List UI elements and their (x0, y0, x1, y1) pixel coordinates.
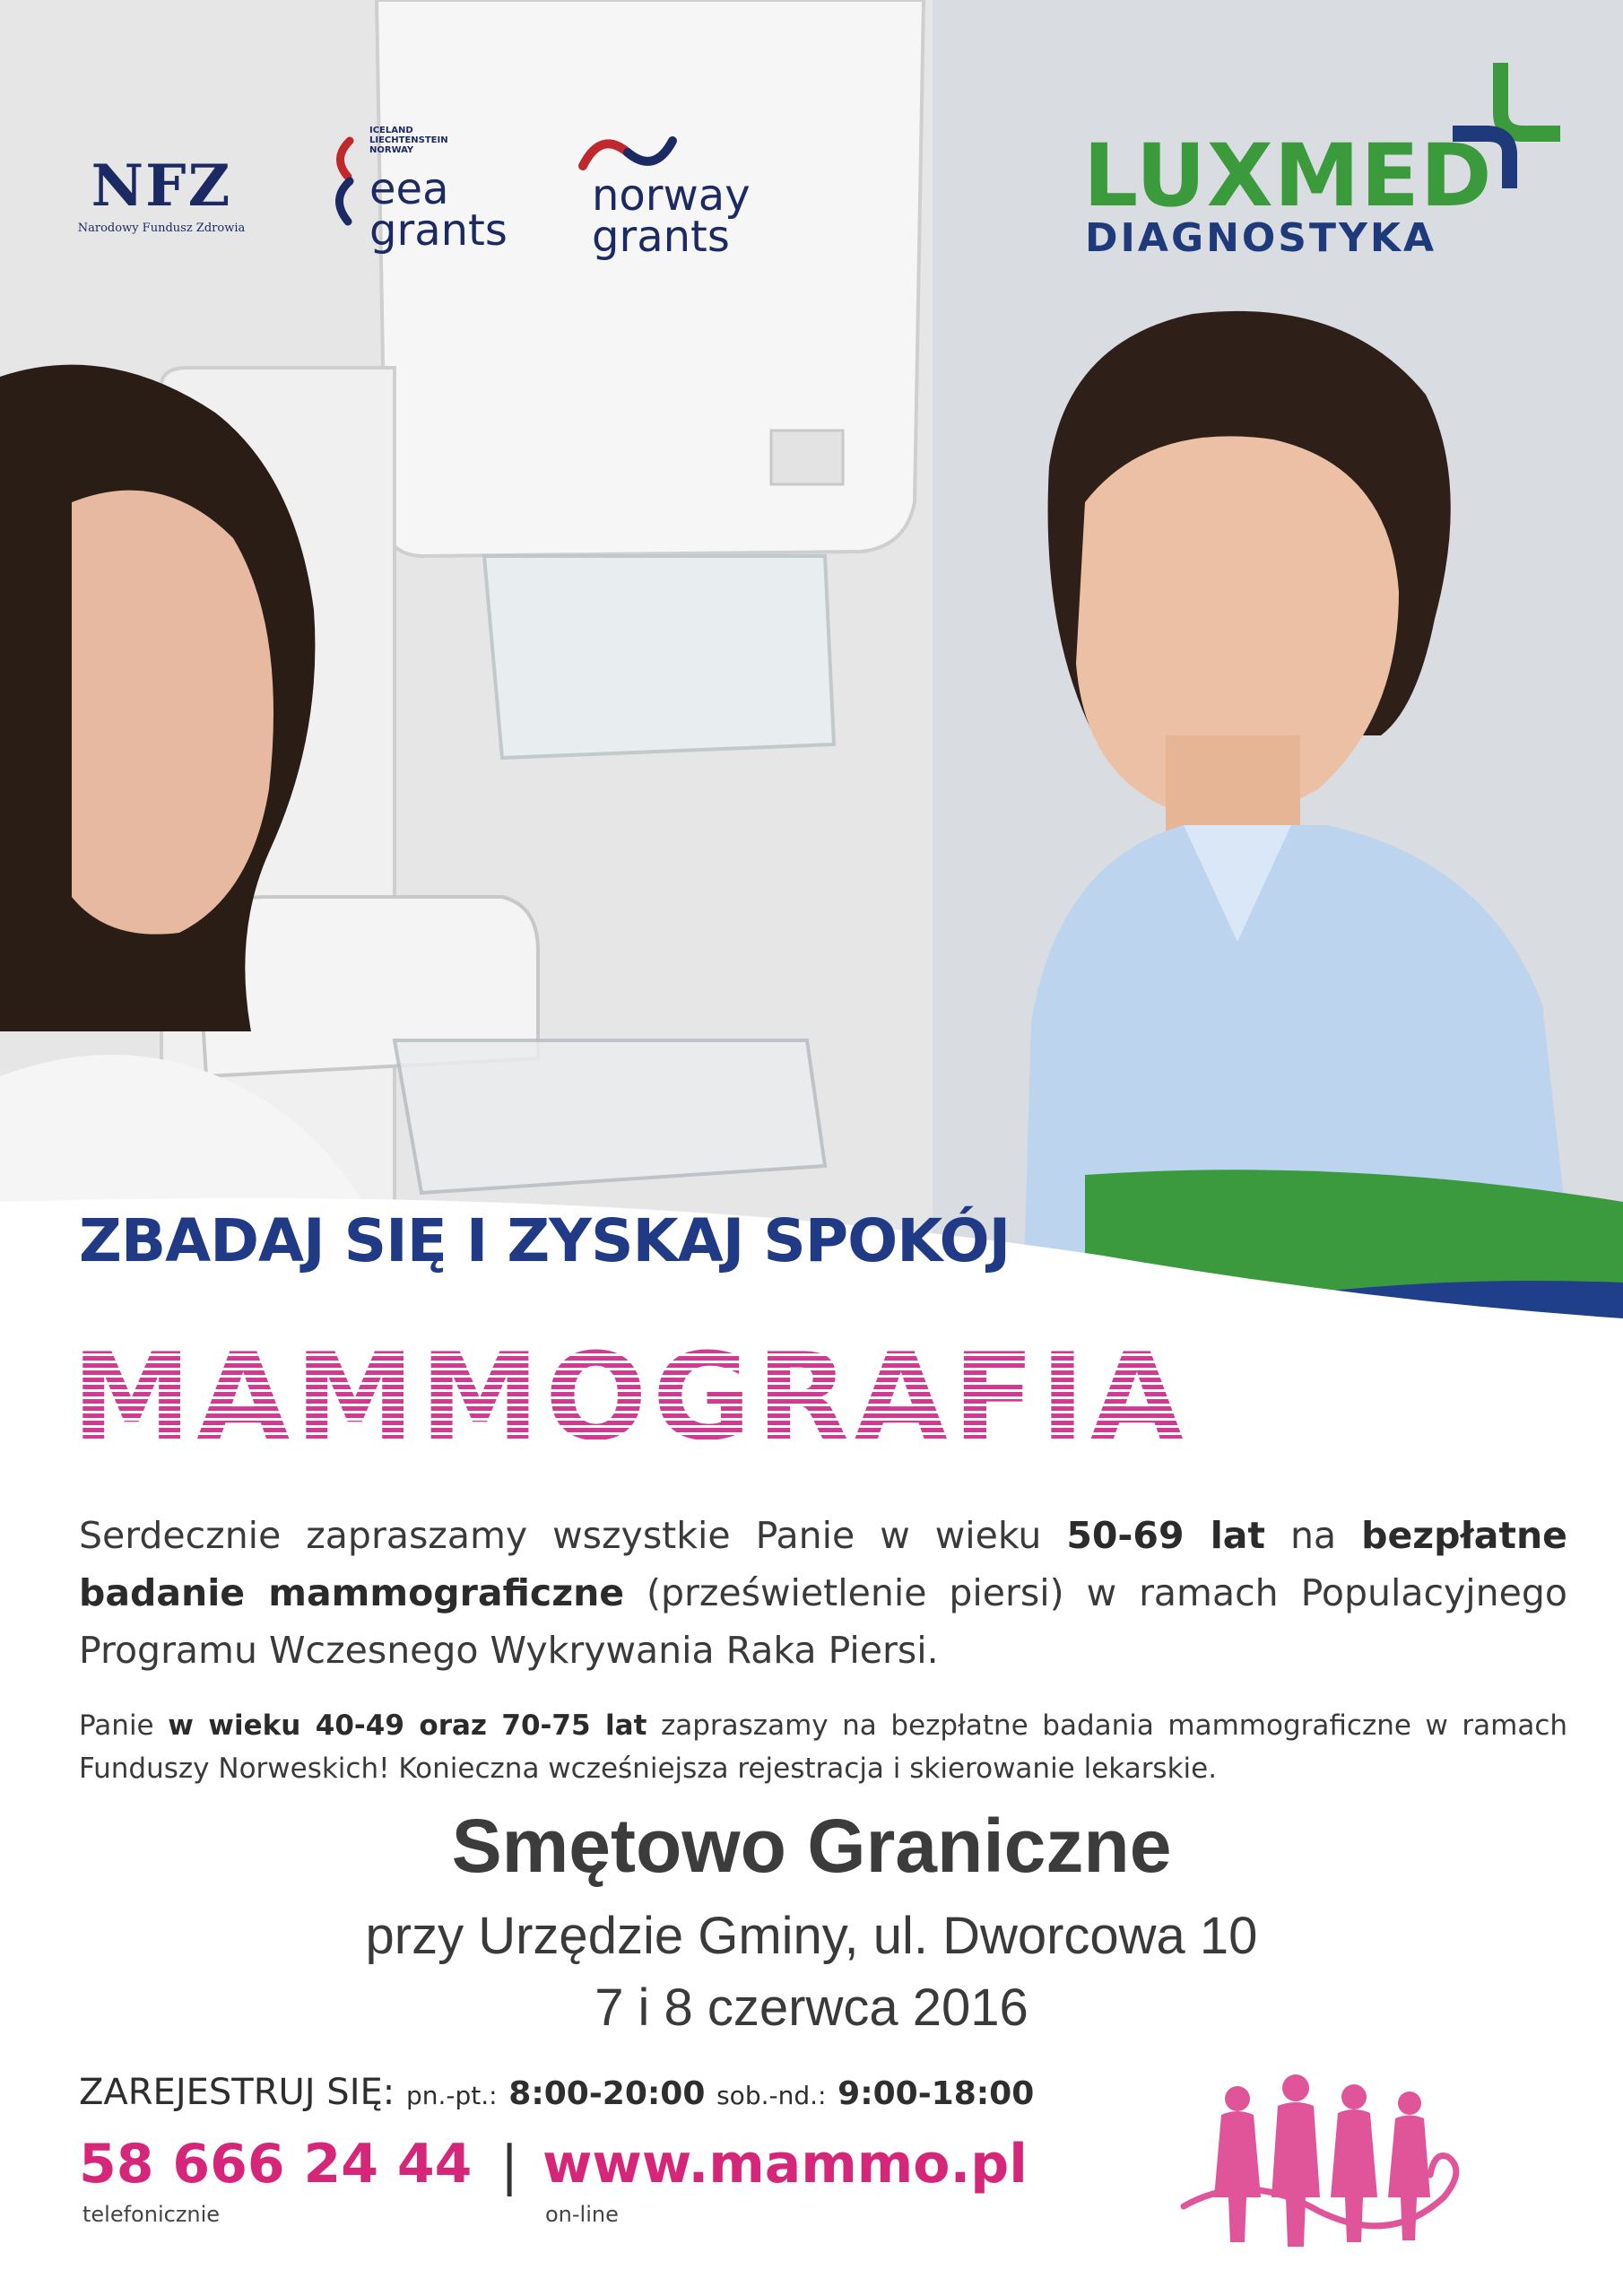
luxmed-subtitle: DIAGNOSTYKA (1085, 215, 1437, 261)
location-address: przy Urzędzie Gminy, ul. Dworcowa 10 (365, 1907, 1258, 1965)
tagline: ZBADAJ SIĘ I ZYSKAJ SPOKÓJ (79, 1206, 1011, 1275)
intro-text: (prześwietlenie piersi) w ramach Populacyjnego Programu Wczesnego Wykrywania Raka Piersi. (79, 1571, 1567, 1672)
luxmed-name: LUXMED (1083, 126, 1493, 226)
pink-women-ribbon-icon (1175, 2063, 1471, 2251)
norway-grants-word: grants (592, 212, 730, 262)
eea-swirl-icon (323, 136, 368, 226)
norway-funds-paragraph (79, 1704, 1567, 1790)
page-title: MAMMOGRAFIA (72, 1327, 1189, 1467)
register-label: ZAREJESTRUJ SIĘ: (79, 2072, 395, 2113)
location-date: 7 i 8 czerwca 2016 (595, 1979, 1028, 2037)
funds-text: zapraszamy na bezpłatne badania mammograficzne w ramach Funduszy Norweskich! Konieczna wcześniejsza rejestracja i skierowanie lekarskie. (79, 1709, 1568, 1785)
weekday-hours: 8:00-20:00 (508, 2075, 706, 2112)
nfz-mark: NFZ (91, 152, 232, 220)
eea-country: LIECHTENSTEIN (369, 135, 448, 145)
eea-countries (369, 126, 448, 155)
registration-hours (79, 2072, 1034, 2113)
norway-wordmark (592, 170, 751, 262)
weekday-label: pn.-pt.: (405, 2081, 498, 2110)
intro-text: Serdecznie zapraszamy wszystkie Panie w wieku (79, 1514, 1067, 1557)
eea-country: NORWAY (369, 145, 414, 155)
intro-age-range: 50-69 lat (1066, 1514, 1266, 1557)
funds-age-range: w wieku 40-49 oraz 70-75 lat (168, 1709, 647, 1742)
intro-free-exam: bezpłatne badanie mammograficzne (79, 1514, 1567, 1614)
phone-caption: telefonicznie (82, 2202, 221, 2227)
intro-paragraph (79, 1507, 1567, 1679)
luxmed-logo (1076, 72, 1578, 278)
nfz-logo (63, 152, 260, 235)
funds-text: Panie (79, 1709, 169, 1742)
intro-text: na (1265, 1514, 1362, 1557)
eea-grants-word: grants (369, 205, 508, 256)
contact-separator: | (500, 2135, 519, 2197)
nfz-name: Narodowy Fundusz Zdrowia (77, 222, 246, 235)
weekend-hours: 9:00-18:00 (838, 2075, 1035, 2112)
norway-swirl-icon (574, 130, 681, 175)
norway-word: norway (592, 170, 751, 221)
weekend-label: sob.-nd.: (716, 2081, 827, 2110)
eea-word: eea (369, 164, 449, 214)
location-name: Smętowo Graniczne (451, 1804, 1172, 1888)
website-caption: on-line (545, 2202, 619, 2227)
eea-wordmark (369, 164, 508, 256)
website-link[interactable]: www.mammo.pl (542, 2133, 1028, 2196)
eea-country: ICELAND (369, 126, 413, 135)
phone-number[interactable]: 58 666 24 44 (79, 2133, 473, 2196)
